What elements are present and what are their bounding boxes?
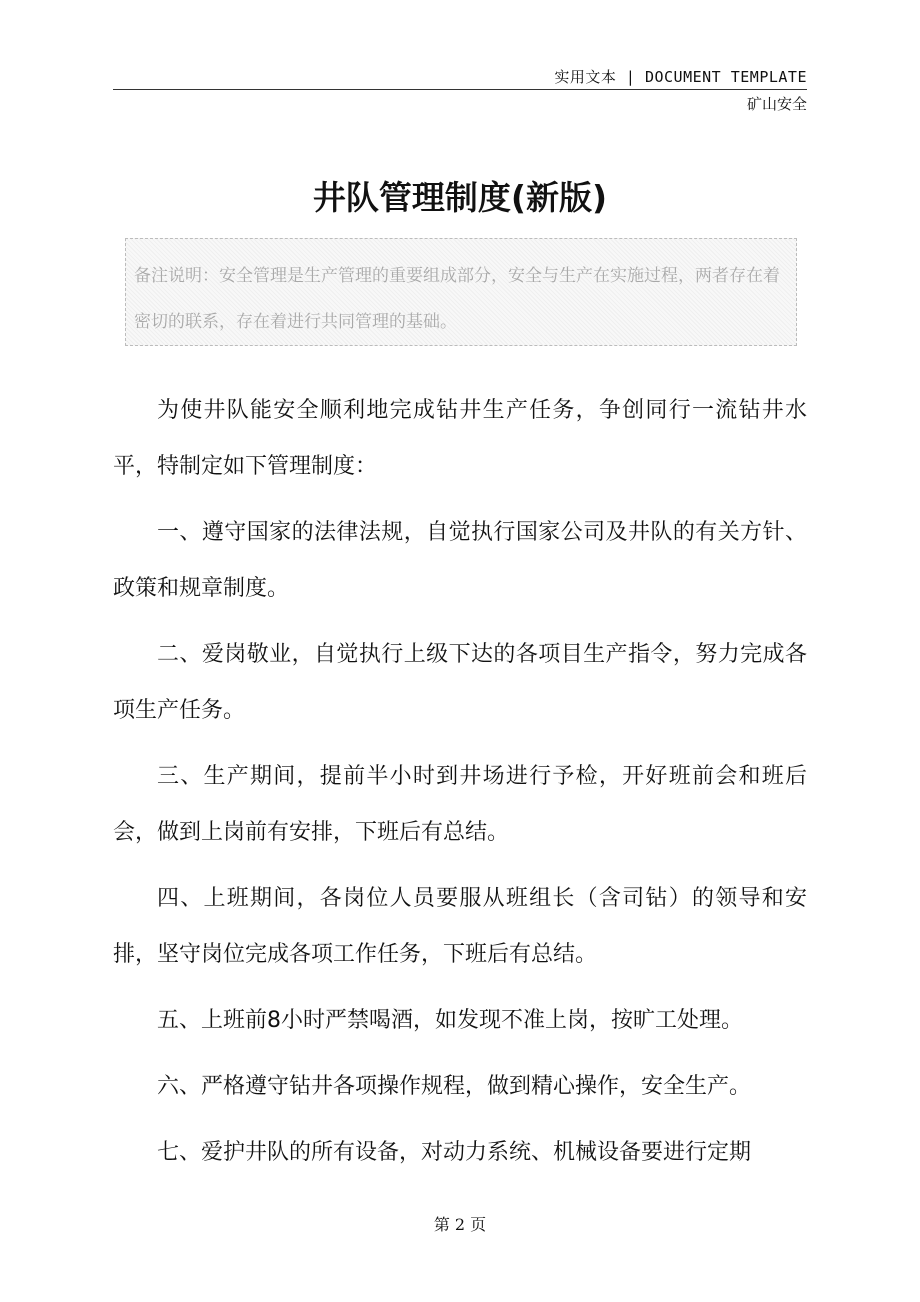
header-document-label: 实用文本 | DOCUMENT TEMPLATE — [554, 68, 807, 86]
header-category: 矿山安全 — [746, 95, 807, 113]
note-box — [125, 238, 797, 346]
paragraph-rule-7: 七、爱护井队的所有设备，对动力系统、机械设备要进行定期 — [157, 1140, 752, 1165]
paragraph-rule-2: 二、爱岗敬业，自觉执行上级下达的各项目生产指令，努力完成各项生产任务。 — [113, 642, 807, 723]
paragraph-rule-4: 四、上班期间，各岗位人员要服从班组长（含司钻）的领导和安排，坚守岗位完成各项工作任务，下班后有总结。 — [113, 886, 807, 967]
paragraph-rule-5: 五、上班前8小时严禁喝酒，如发现不准上岗，按旷工处理。 — [157, 1008, 743, 1033]
note-text: 备注说明：安全管理是生产管理的重要组成部分，安全与生产在实施过程，两者存在着密切的联系，存在着进行共同管理的基础。 — [134, 266, 780, 332]
document-body — [113, 383, 807, 1191]
header-divider — [113, 89, 807, 90]
paragraph-rule-1: 一、遵守国家的法律法规，自觉执行国家公司及井队的有关方针、政策和规章制度。 — [113, 520, 807, 601]
document-title: 井队管理制度(新版) — [312, 178, 608, 217]
page-number: 第 2 页 — [433, 1215, 487, 1234]
paragraph-rule-3: 三、生产期间，提前半小时到井场进行予检，开好班前会和班后会，做到上岗前有安排，下班后有总结。 — [113, 764, 807, 845]
paragraph-rule-6: 六、严格遵守钻井各项操作规程，做到精心操作，安全生产。 — [157, 1074, 752, 1099]
paragraph-intro: 为使井队能安全顺利地完成钻井生产任务，争创同行一流钻井水平，特制定如下管理制度： — [113, 398, 807, 479]
